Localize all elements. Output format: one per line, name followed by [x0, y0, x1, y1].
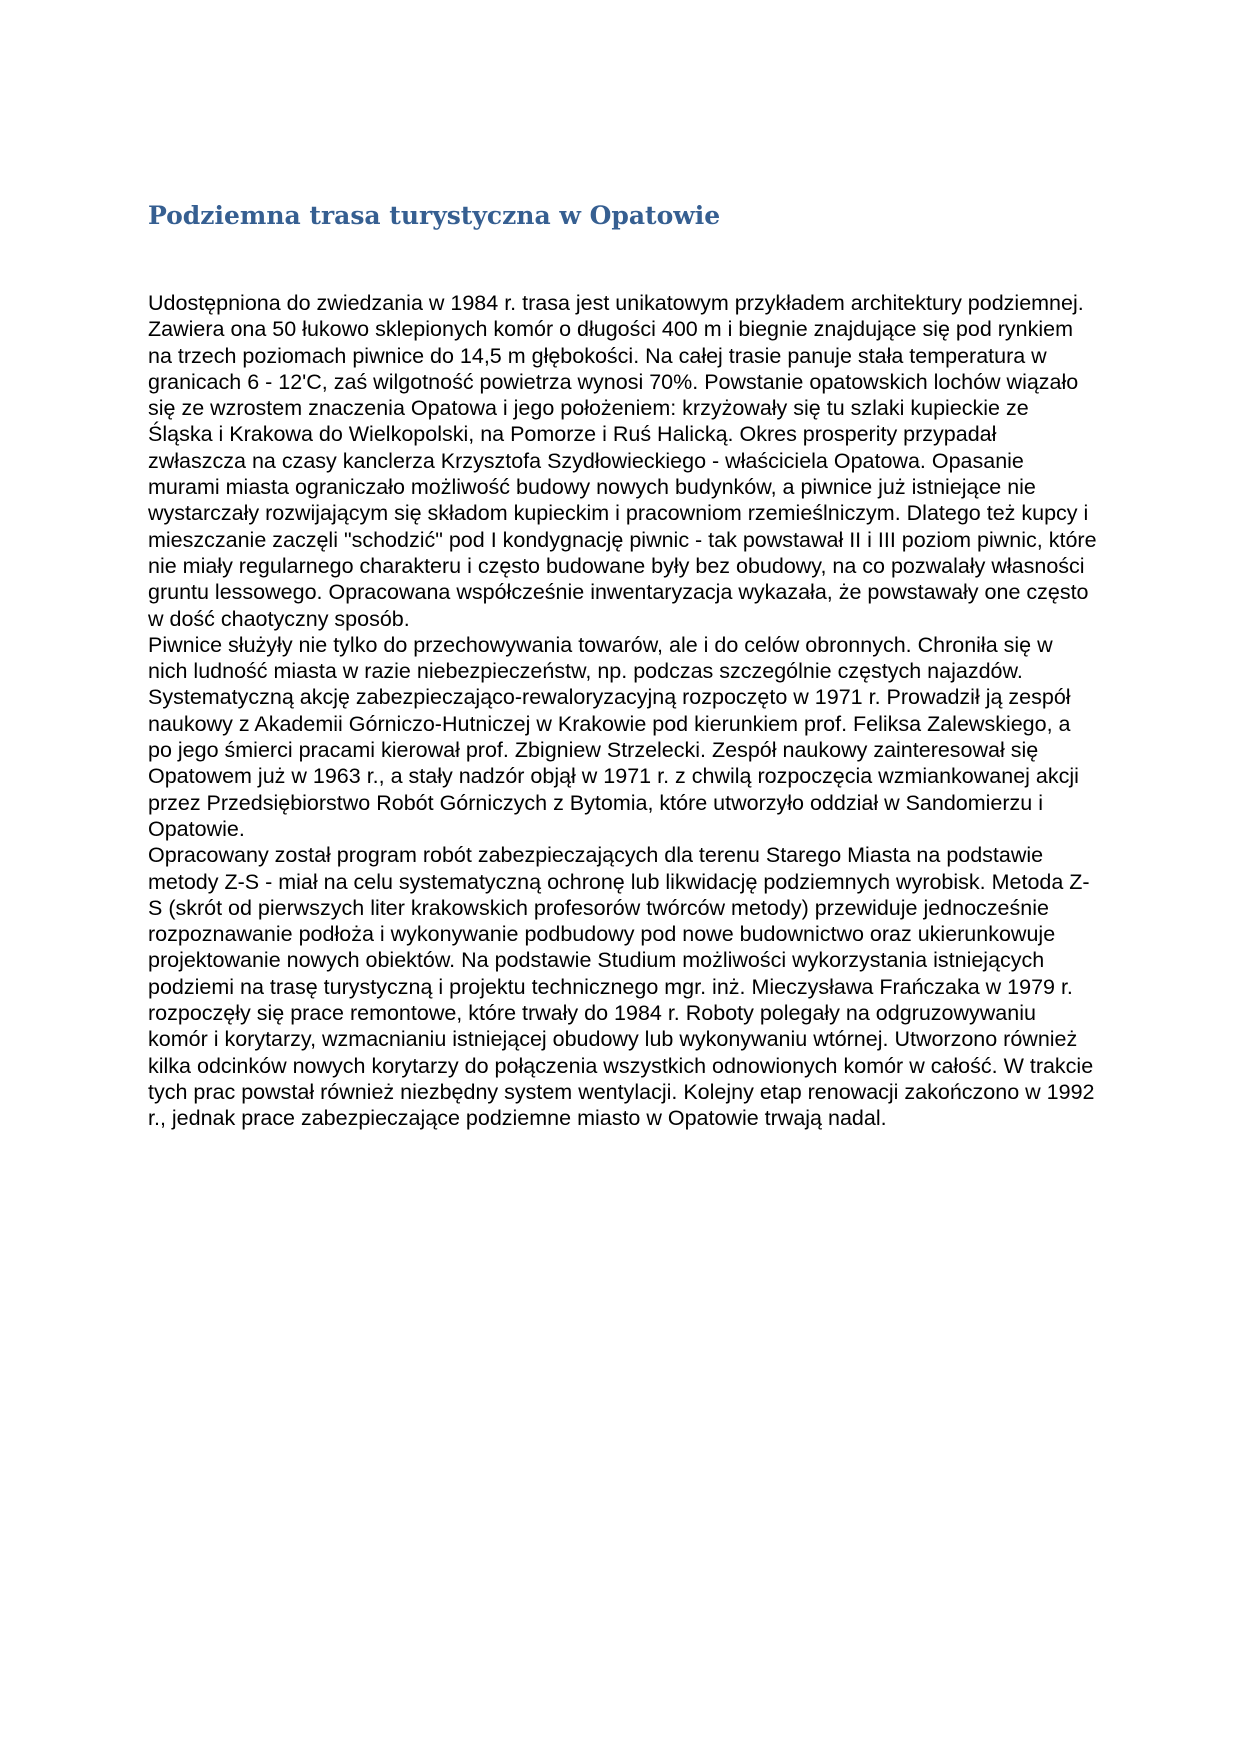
paragraph-zs-method: Opracowany został program robót zabezpieczających dla terenu Starego Miasta na podstawie metody Z-S - miał na celu systematyczną ochronę lub likwidację podziemnych wyrobisk. Metoda Z-S (skrót od pierwszych liter krakowskich profesorów twórców metody) przewiduje jednocześnie rozpoznawanie podłoża i wykonywanie podbudowy pod nowe budownictwo oraz ukierunkowuje projektowanie nowych obiektów. Na podstawie Studium możliwości wykorzystania istniejących podziemi na trasę turystyczną i projektu technicznego mgr. inż. Mieczysława Frańczaka w 1979 r. rozpoczęły się prace remontowe, które trwały do 1984 r. Roboty polegały na odgruzowywaniu komór i korytarzy, wzmacnianiu istniejącej obudowy lub wykonywaniu wtórnej. Utworzono również kilka odcinków nowych korytarzy do połączenia wszystkich odnowionych komór w całość. W trakcie tych prac powstał również niezbędny system wentylacji. Kolejny etap renowacji zakończono w 1992 r., jednak prace zabezpieczające podziemne miasto w Opatowie trwają nadal.	[148, 843, 1095, 1131]
paragraph-cellars-defense: Piwnice służyły nie tylko do przechowywania towarów, ale i do celów obronnych. Chroniła się w nich ludność miasta w razie niebezpieczeństw, np. podczas szczególnie częstych najazdów.	[148, 632, 1053, 684]
paragraph-restoration: Systematyczną akcję zabezpieczająco-rewaloryzacyjną rozpoczęto w 1971 r. Prowadził ją zespół naukowy z Akademii Górniczo-Hutniczej w Krakowie pod kierunkiem prof. Feliksa Zalewskiego, a po jego śmierci pracami kierował prof. Zbigniew Strzelecki. Zespół naukowy zainteresował się Opatowem już w 1963 r., a stały nadzór objął w 1971 r. z chwilą rozpoczęcia wzmiankowanej akcji przez Przedsiębiorstwo Robót Górniczych z Bytomia, które utworzyło oddział w Sandomierzu i Opatowie.	[148, 685, 1079, 841]
document-title: Podziemna trasa turystyczna w Opatowie	[148, 201, 721, 230]
paragraph-intro: Udostępniona do zwiedzania w 1984 r. trasa jest unikatowym przykładem architektury podziemnej. Zawiera ona 50 łukowo sklepionych komór o długości 400 m i biegnie znajdujące się pod rynkiem na trzech poziomach piwnice do 14,5 m głębokości. Na całej trasie panuje stała temperatura w granicach 6 - 12'C, zaś wilgotność powietrza wynosi 70%. Powstanie opatowskich lochów wiązało się ze wzrostem znaczenia Opatowa i jego położeniem: krzyżowały się tu szlaki kupieckie ze Śląska i Krakowa do Wielkopolski, na Pomorze i Ruś Halicką. Okres prosperity przypadał zwłaszcza na czasy kanclerza Krzysztofa Szydłowieckiego - właściciela Opatowa. Opasanie murami miasta ograniczało możliwość budowy nowych budynków, a piwnice już istniejące nie wystarczały rozwijającym się składom kupieckim i pracowniom rzemieślniczym. Dlatego też kupcy i mieszczanie zaczęli "schodzić" pod I kondygnację piwnic - tak powstawał II i III poziom piwnic, które nie miały regularnego charakteru i często budowane były bez obudowy, na co pozwalały własności gruntu lessowego. Opracowana współcześnie inwentaryzacja wykazała, że powstawały one często w dość chaotyczny sposób.	[148, 291, 1097, 631]
document-body	[148, 290, 1098, 1132]
